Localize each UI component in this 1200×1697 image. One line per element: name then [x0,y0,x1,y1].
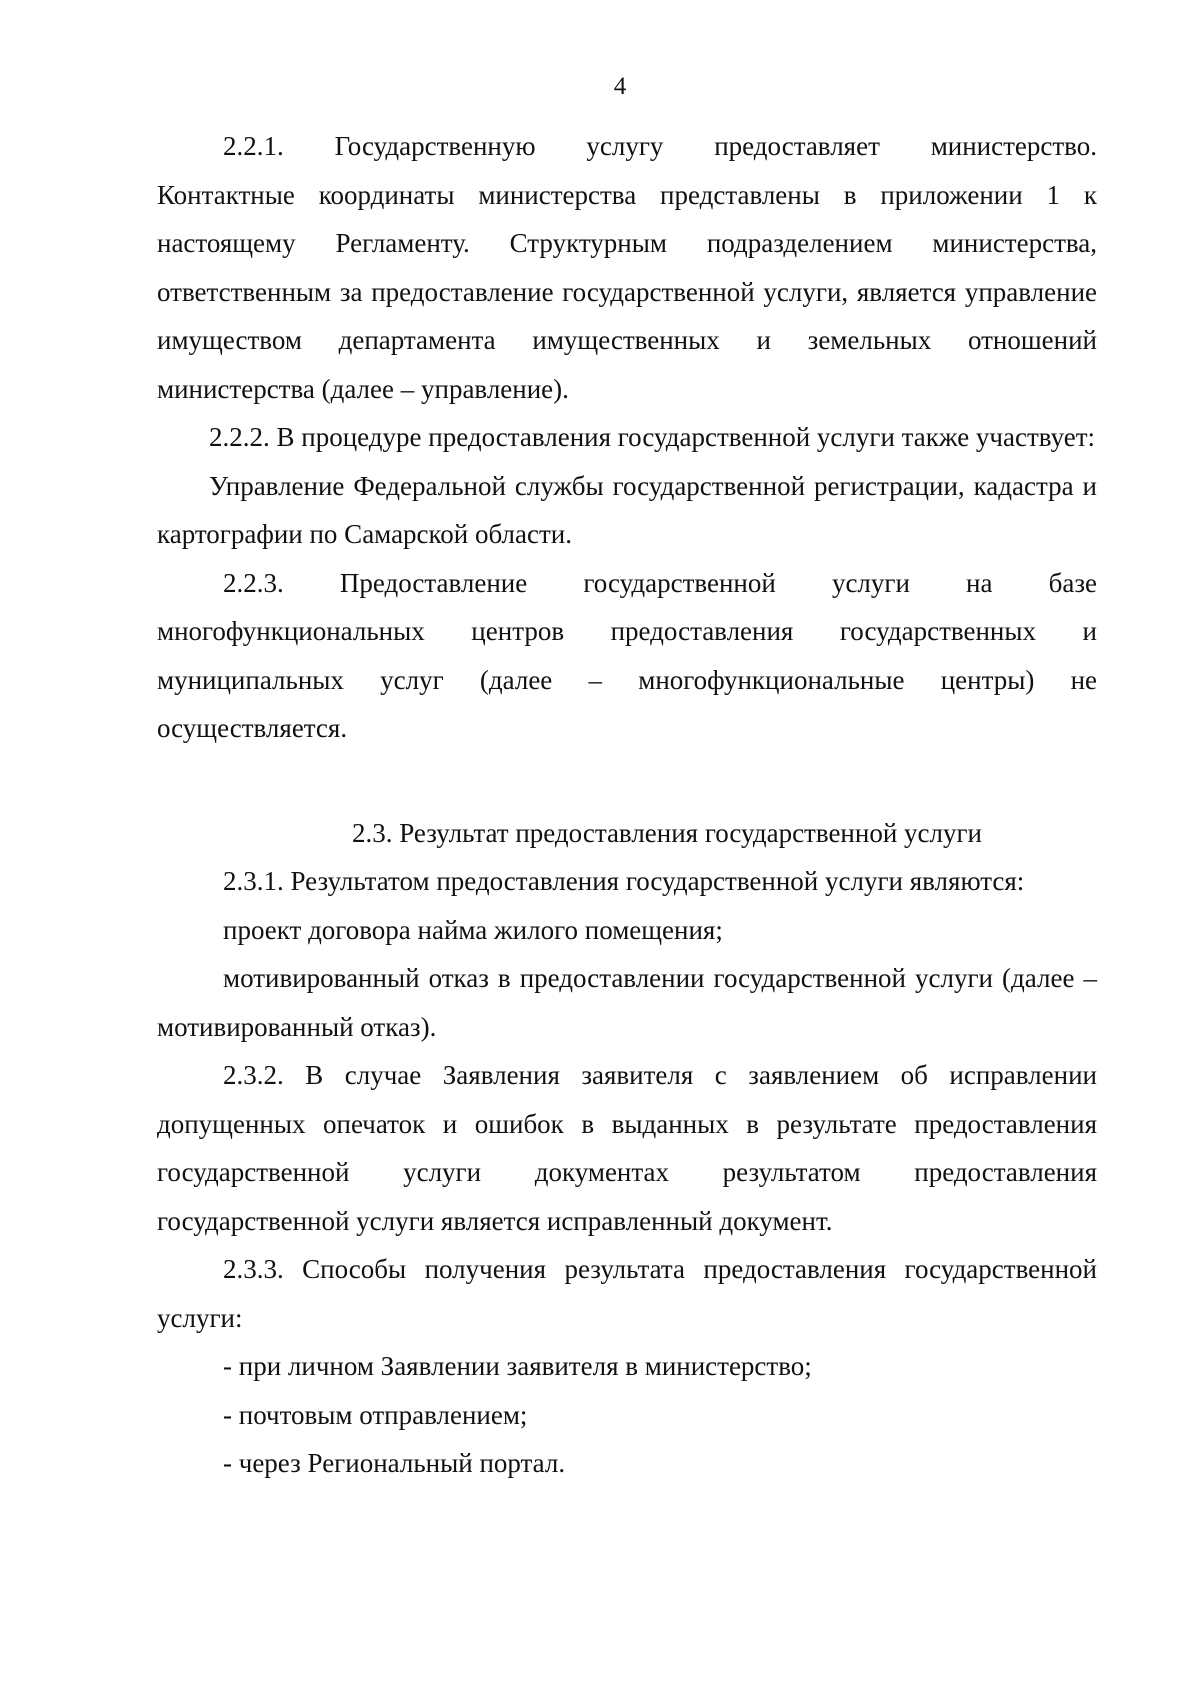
list-item: - почтовым отправлением; [223,1399,528,1430]
page-number: 4 [613,73,627,100]
paragraph-2-2-2-organization: Управление Федеральной службы государственной регистрации, кадастра и картографии по Самарской области. [157,470,1097,549]
paragraph-2-3-1-item-1: проект договора найма жилого помещения; [223,914,723,945]
paragraph-2-2-3-body: многофункциональных центров предоставления государственных и муниципальных услуг (далее – многофункциональные центры) не осуществляется. [157,616,1097,743]
paragraph-2-3-1: 2.3.1. Результатом предоставления государственной услуги являются: [223,866,1025,896]
paragraph-2-2-3-first-line: 2.2.3. Предоставление государственной услуги на базе [223,567,1097,598]
section-heading-2-3: 2.3. Результат предоставления государственной услуги [351,817,983,848]
paragraph-2-3-3: 2.3.3. Способы получения результата предоставления государственной услуги: [157,1254,1097,1333]
paragraph-2-2-1-body: Контактные координаты министерства представлены в приложении 1 к настоящему Регламенту. Структурным подразделением министерства, ответственным за предоставление государственной услуги, является управление имуществом департамента имущественных и земельных отношений министерства (далее – управление). [157,179,1097,404]
paragraph-2-2-2: 2.2.2. В процедуре предоставления государственной услуги также участвует: [209,422,1096,452]
list-item: - через Региональный портал. [223,1448,566,1478]
list-item: - при личном Заявлении заявителя в министерство; [223,1351,812,1381]
paragraph-2-2-1-first-line: 2.2.1. Государственную услугу предоставляет министерство. [223,131,1097,161]
document-body [157,122,1097,1488]
paragraph-2-3-2: 2.3.2. В случае Заявления заявителя с заявлением об исправлении допущенных опечаток и ошибок в выданных в результате предоставления государственной услуги документах результатом предоставления государственной услуги является исправленный документ. [157,1060,1097,1236]
paragraph-2-3-1-item-2: мотивированный отказ в предоставлении государственной услуги (далее – мотивированный отказ). [157,963,1097,1042]
